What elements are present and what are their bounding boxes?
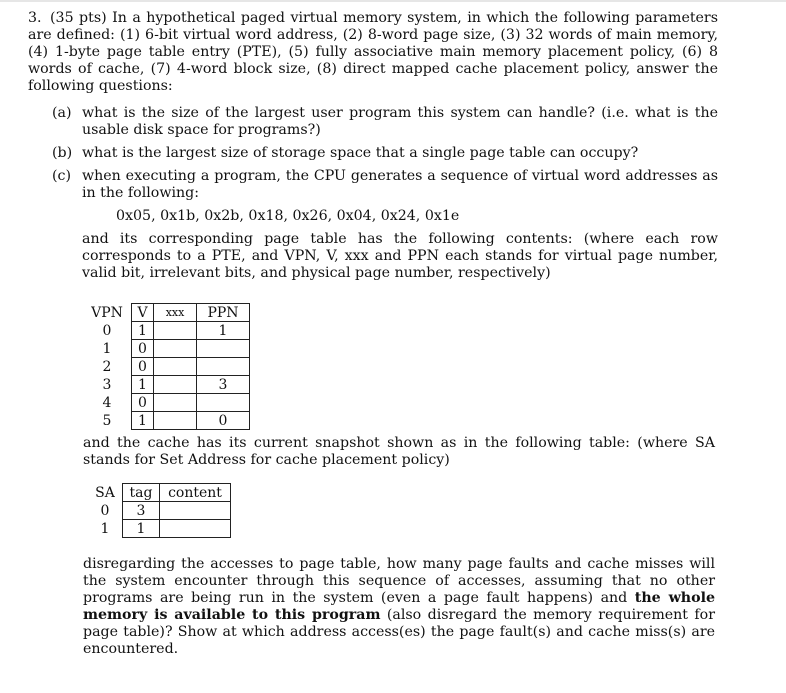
question-body: (35 pts) In a hypothetical paged virtual memory system, in which the following parameters are defined: (1) 6-bit virtual word address, (2) 8-word page size, (3) 32 words of main memory, (4) 1-byte page table entry (PTE), (5) fully associative main memory placement policy, (6) 8 words of cache, (7) 4-word block size, (8) direct mapped cache placement policy, answer the following questions:: [28, 10, 718, 94]
cell-vpn: 5: [102, 412, 112, 429]
cell-vpn: 1: [102, 340, 112, 357]
cell-sa: 1: [100, 520, 110, 537]
cell-content: [160, 502, 231, 520]
cell-valid: 1: [132, 412, 154, 430]
page-table-intro: and its corresponding page table has the following contents: (where each row corresponds to a PTE, and VPN, V, xxx and PPN each stands for virtual page number, valid bit, irrelevant bits, and physical page number, respectively): [82, 231, 718, 281]
cell-xxx: [154, 376, 197, 394]
cell-ppn: [197, 394, 250, 412]
cell-ppn: [197, 358, 250, 376]
header-tag: tag: [123, 484, 160, 502]
cache-table: [88, 483, 231, 538]
cell-vpn: 4: [102, 394, 112, 411]
header-content: content: [160, 484, 231, 502]
cell-valid: 0: [132, 340, 154, 358]
address-sequence: 0x05, 0x1b, 0x2b, 0x18, 0x26, 0x04, 0x24, 0x1e: [116, 208, 460, 224]
header-sa: SA: [95, 484, 115, 501]
page-table: [83, 303, 250, 430]
cell-ppn: [197, 340, 250, 358]
table-row: [83, 358, 250, 376]
part-text: what is the largest size of storage space that a single page table can occupy?: [82, 145, 639, 161]
header-ppn: PPN: [197, 304, 250, 322]
question-parts: [52, 105, 718, 282]
cache-intro: and the cache has its current snapshot shown as in the following table: (where SA stands for Set Address for cache placement policy): [83, 435, 715, 468]
header-xxx: xxx: [154, 304, 197, 322]
page-table-header: [83, 304, 250, 322]
header-vpn: VPN: [91, 304, 123, 321]
part-text: what is the size of the largest user program this system can handle? (i.e. what is the usable disk space for programs?): [82, 105, 718, 138]
table-row: [83, 394, 250, 412]
final-question: [83, 556, 715, 658]
table-row: [83, 412, 250, 430]
cell-xxx: [154, 340, 197, 358]
cell-vpn: 0: [102, 322, 112, 339]
table-row: [83, 322, 250, 340]
cell-sa: 0: [100, 502, 110, 519]
table-row: [83, 340, 250, 358]
final-text-a: disregarding the accesses to page table, how many page faults and cache misses will the system encounter through this sequence of accesses, assuming that no other programs are being run in the system (even a page fault happens) and: [83, 556, 715, 606]
cell-ppn: 3: [197, 376, 250, 394]
table-row: [83, 376, 250, 394]
part-a: [52, 105, 718, 139]
cell-vpn: 3: [102, 376, 112, 393]
cell-tag: 1: [123, 520, 160, 538]
cell-valid: 1: [132, 376, 154, 394]
question-block: [28, 10, 718, 288]
question-number: 3.: [28, 10, 42, 26]
cell-tag: 3: [123, 502, 160, 520]
cell-content: [160, 520, 231, 538]
final-emphasis: the whole memory is available to this program: [83, 590, 715, 623]
cell-ppn: 1: [197, 322, 250, 340]
cell-valid: 0: [132, 358, 154, 376]
question-text: [28, 10, 718, 95]
cell-xxx: [154, 322, 197, 340]
table-row: [88, 520, 231, 538]
part-label: (a): [52, 105, 72, 121]
table-row: [88, 502, 231, 520]
cell-valid: 1: [132, 322, 154, 340]
cell-ppn: 0: [197, 412, 250, 430]
cell-xxx: [154, 412, 197, 430]
cache-table-header: [88, 484, 231, 502]
top-divider: [0, 0, 786, 2]
cell-xxx: [154, 394, 197, 412]
final-text-b: (also disregard the memory requirement for page table)? Show at which address access(es) the page fault(s) and cache miss(s) are encountered.: [83, 607, 715, 657]
part-label: (c): [52, 168, 72, 184]
part-text: when executing a program, the CPU generates a sequence of virtual word addresses as in the following:: [82, 168, 718, 201]
cell-xxx: [154, 358, 197, 376]
part-b: [52, 145, 718, 162]
cell-valid: 0: [132, 394, 154, 412]
cell-vpn: 2: [102, 358, 112, 375]
part-label: (b): [52, 145, 73, 161]
header-v: V: [132, 304, 154, 322]
part-c: [52, 168, 718, 282]
